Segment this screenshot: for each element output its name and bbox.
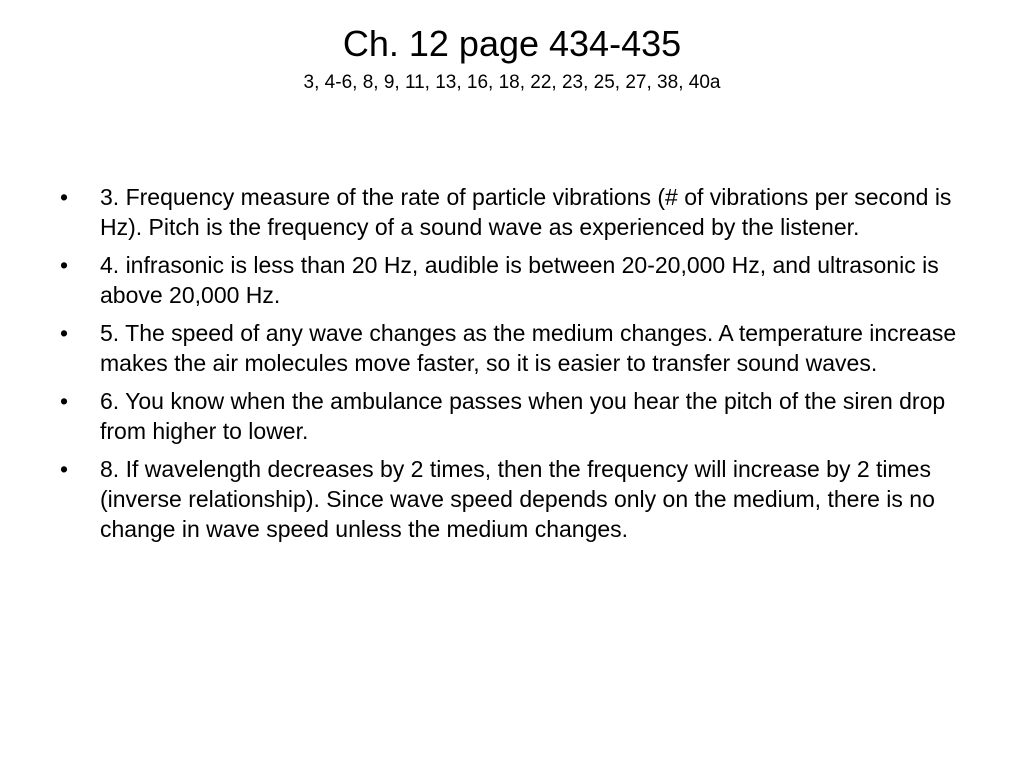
bullet-text: 5. The speed of any wave changes as the medium changes. A temperature increase makes the air molecules move faster, so it is easier to transfer sound waves. — [100, 320, 957, 376]
bullet-text: 8. If wavelength decreases by 2 times, then the frequency will increase by 2 times (inverse relationship). Since wave speed depends only on the medium, there is no change in wave speed unless the medium changes. — [100, 456, 935, 542]
bullet-icon: • — [60, 252, 69, 278]
bullet-icon: • — [60, 184, 69, 210]
bullet-list — [58, 182, 978, 552]
list-item — [58, 182, 978, 242]
bullet-text: 3. Frequency measure of the rate of particle vibrations (# of vibrations per second is Hz). Pitch is the frequency of a sound wave as experienced by the listener. — [100, 184, 952, 240]
bullet-icon: • — [60, 388, 69, 414]
list-item — [58, 454, 978, 544]
bullet-text: 4. infrasonic is less than 20 Hz, audible is between 20-20,000 Hz, and ultrasonic is above 20,000 Hz. — [100, 252, 939, 308]
bullet-icon: • — [60, 320, 69, 346]
slide-title: Ch. 12 page 434-435 — [342, 23, 682, 64]
list-item — [58, 386, 978, 446]
list-item — [58, 250, 978, 310]
list-item — [58, 318, 978, 378]
title-block — [0, 22, 1024, 96]
bullet-text: 6. You know when the ambulance passes when you hear the pitch of the siren drop from higher to lower. — [100, 388, 946, 444]
slide-subtitle: 3, 4-6, 8, 9, 11, 13, 16, 18, 22, 23, 25, 27, 38, 40a — [303, 72, 721, 93]
bullet-icon: • — [60, 456, 69, 482]
